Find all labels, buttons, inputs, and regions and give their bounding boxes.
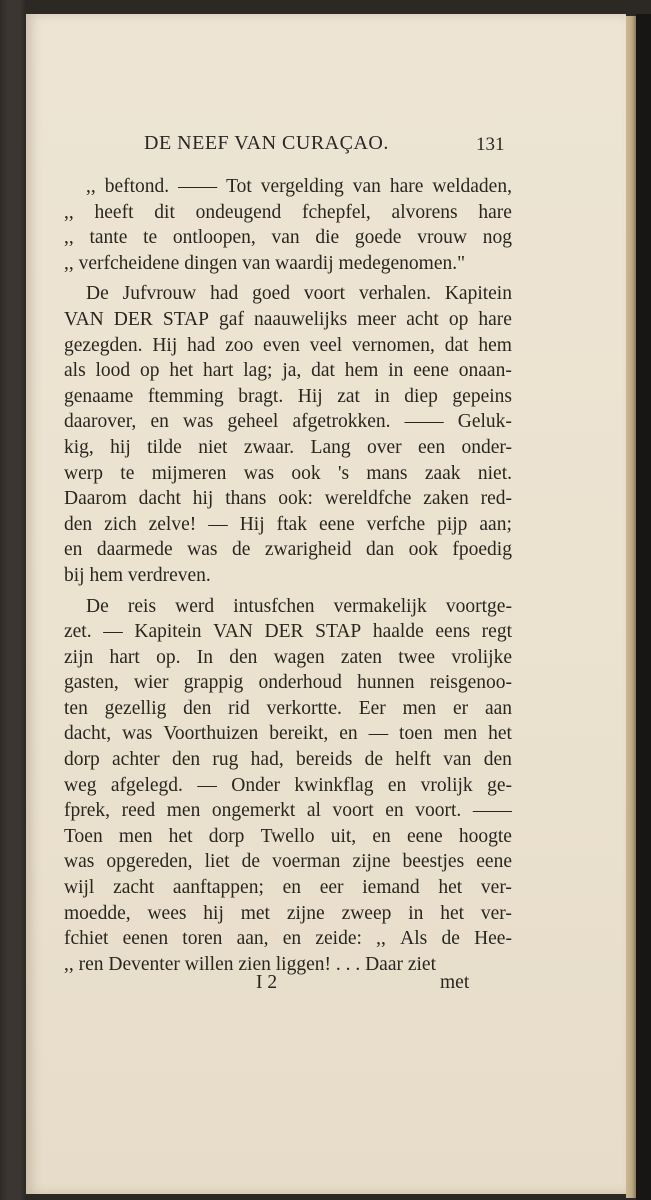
text-line: zet. — Kapitein VAN DER STAP haalde eens regt (64, 621, 512, 643)
text-line: ,, beftond. —— Tot vergelding van hare weldaden, (86, 176, 512, 197)
text-line: den zich zelve! — Hij ftak eene verfche pijp aan; (64, 513, 512, 535)
text-line: VAN DER STAP gaf naauwelijks meer acht op hare (64, 308, 512, 330)
signature-mark: I 2 (256, 972, 278, 993)
text-line: fprek, reed men ongemerkt al voort en voort. —— (64, 800, 512, 822)
running-title: DE NEEF VAN CURAÇAO. (144, 132, 389, 154)
text-line: werp te mijmeren was ook 's mans zaak niet. (64, 462, 512, 484)
body-text (64, 174, 512, 977)
text-line: weg afgelegd. — Onder kwinkflag en vrolijk ge- (64, 774, 512, 796)
page-edge (626, 16, 636, 1198)
text-line: bij hem verdreven. (64, 564, 211, 586)
text-line: ten gezellig den rid verkortte. Eer men er aan (64, 697, 512, 719)
text-line: wijl zacht aanftappen; en eer iemand het ver- (64, 877, 512, 899)
text-line: De Jufvrouw had goed voort verhalen. Kapitein (86, 283, 512, 305)
text-line: en daarmede was de zwarigheid dan ook fpoedig (64, 539, 512, 561)
book-page (26, 14, 626, 1194)
catchword: met (440, 972, 470, 993)
page-number: 131 (476, 134, 505, 155)
text-line: was opgereden, liet de voerman zijne beestjes eene (64, 851, 512, 873)
text-line: ,, heeft dit ondeugend fchepfel, alvorens hare (64, 201, 512, 223)
text-line: De reis werd intusfchen vermakelijk voortge- (86, 595, 512, 617)
text-line: ,, tante te ontloopen, van die goede vrouw nog (64, 227, 512, 249)
text-line: dacht, was Voorthuizen bereikt, en — toen men het (64, 723, 512, 745)
text-line: dorp achter den rug had, bereids de helft van den (64, 749, 512, 771)
page-footer (26, 972, 626, 998)
text-line: kig, hij tilde niet zwaar. Lang over een onder- (64, 436, 512, 458)
text-line: fchiet eenen toren aan, en zeide: ,, Als de Hee- (64, 928, 512, 950)
text-line: moedde, wees hij met zijne zweep in het ver- (64, 902, 512, 924)
text-line: zijn hart op. In den wagen zaten twee vrolijke (64, 646, 512, 668)
text-line: ,, ren Deventer willen zien liggen! . . . Daar ziet (64, 953, 437, 975)
text-line: Toen men het dorp Twello uit, en eene hoogte (64, 825, 512, 847)
text-line: ,, verfcheidene dingen van waardij medegenomen." (64, 252, 466, 274)
scan-border (636, 14, 651, 1200)
text-line: Daarom dacht hij thans ook: wereldfche zaken red- (64, 488, 512, 510)
text-line: gezegden. Hij had zoo even veel vernomen, dat hem (64, 334, 512, 356)
text-line: gasten, wier grappig onderhoud hunnen reisgenoo- (64, 672, 512, 694)
text-line: genaame ftemming bragt. Hij zat in diep gepeins (64, 385, 512, 407)
page-header (26, 132, 626, 160)
text-line: als lood op het hart lag; ja, dat hem in eene onaan- (64, 360, 512, 382)
text-line: daarover, en was geheel afgetrokken. —— Geluk- (64, 411, 512, 433)
